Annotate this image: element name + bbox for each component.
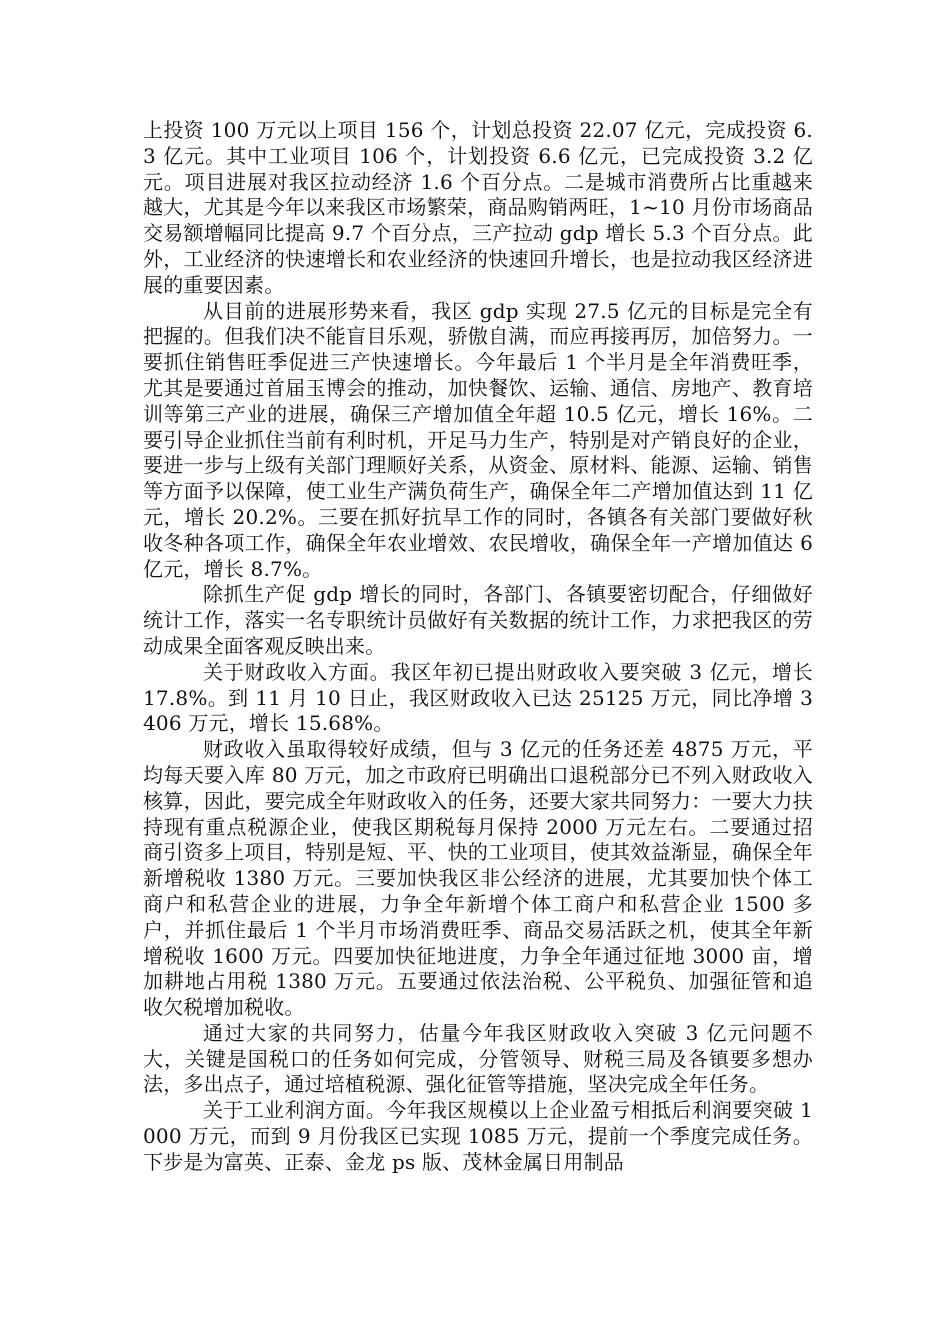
paragraph-investment-projects: 上投资 100 万元以上项目 156 个，计划总投资 22.07 亿元，完成投资 6.3 亿元。其中工业项目 106 个，计划投资 6.6 亿元，已完成投资 3.2 亿元。项目进展对我区拉动经济 1.6 个百分点。二是城市消费所占比重越来越大，尤其是今年以来我区市场繁荣，商品购销两旺，1~10 月份市场商品交易额增幅同比提高 9.7 个百分点，三产拉动 gdp 增长 5.3 个百分点。此外，工业经济的快速增长和农业经济的快速回升增长，也是拉动我区经济进展的重要因素。 bbox=[143, 118, 813, 297]
document-page bbox=[143, 118, 813, 1176]
paragraph-gdp-outlook: 从目前的进展形势来看，我区 gdp 实现 27.5 亿元的目标是完全有把握的。但我们决不能盲目乐观，骄傲自满，而应再接再厉，加倍努力。一要抓住销售旺季促进三产快速增长。今年最后 1 个半月是全年消费旺季，尤其是要通过首届玉博会的推动，加快餐饮、运输、通信、房地产、教育培训等第三产业的进展，确保三产增加值全年超 10.5 亿元，增长 16%。二要引导企业抓住当前有利时机，开足马力生产，特别是对产销良好的企业，要进一步与上级有关部门理顺好关系，从资金、原材料、能源、运输、销售等方面予以保障，使工业生产满负荷生产，确保全年二产增加值达到 11 亿元，增长 20.2%。三要在抓好抗旱工作的同时，各镇各有关部门要做好秋收冬种各项工作，确保全年农业增效、农民增收，确保全年一产增加值达 6 亿元，增长 8.7%。 bbox=[143, 298, 813, 581]
paragraph-statistics-work: 除抓生产促 gdp 增长的同时，各部门、各镇要密切配合，仔细做好统计工作，落实一名专职统计员做好有关数据的统计工作，力求把我区的劳动成果全面客观反映出来。 bbox=[143, 582, 813, 658]
paragraph-industrial-profit: 关于工业利润方面。今年我区规模以上企业盈亏相抵后利润要突破 1000 万元，而到 9 月份我区已实现 1085 万元，提前一个季度完成任务。下步是为富英、正泰、金龙 ps 版、茂林金属日用制品 bbox=[143, 1098, 813, 1174]
paragraph-fiscal-revenue: 关于财政收入方面。我区年初已提出财政收入要突破 3 亿元，增长 17.8%。到 11 月 10 日止，我区财政收入已达 25125 万元，同比净增 3406 万元，增长 15.68%。 bbox=[143, 659, 813, 736]
paragraph-joint-effort: 通过大家的共同努力，估量今年我区财政收入突破 3 亿元问题不大，关键是国税口的任务如何完成，分管领导、财税三局及各镇要多想办法，多出点子，通过培植税源、强化征管等措施，坚决完成全年任务。 bbox=[143, 1020, 813, 1097]
paragraph-fiscal-tasks: 财政收入虽取得较好成绩，但与 3 亿元的任务还差 4875 万元，平均每天要入库 80 万元，加之市政府已明确出口退税部分已不列入财政收入核算，因此，要完成全年财政收入的任务，还要大家共同努力：一要大力扶持现有重点税源企业，使我区期税每月保持 2000 万元左右。二要通过招商引资多上项目，特别是短、平、快的工业项目，使其效益渐显，确保全年新增税收 1380 万元。三要加快我区非公经济的进展，尤其要加快个体工商户和私营企业的进展，力争全年新增个体工商户和私营企业 1500 多户，并抓住最后 1 个半月市场消费旺季、商品交易活跃之机，使其全年新增税收 1600 万元。四要加快征地进度，力争全年通过征地 3000 亩，增加耕地占用税 1380 万元。五要通过依法治税、公平税负、加强征管和追收欠税增加税收。 bbox=[143, 737, 813, 1020]
